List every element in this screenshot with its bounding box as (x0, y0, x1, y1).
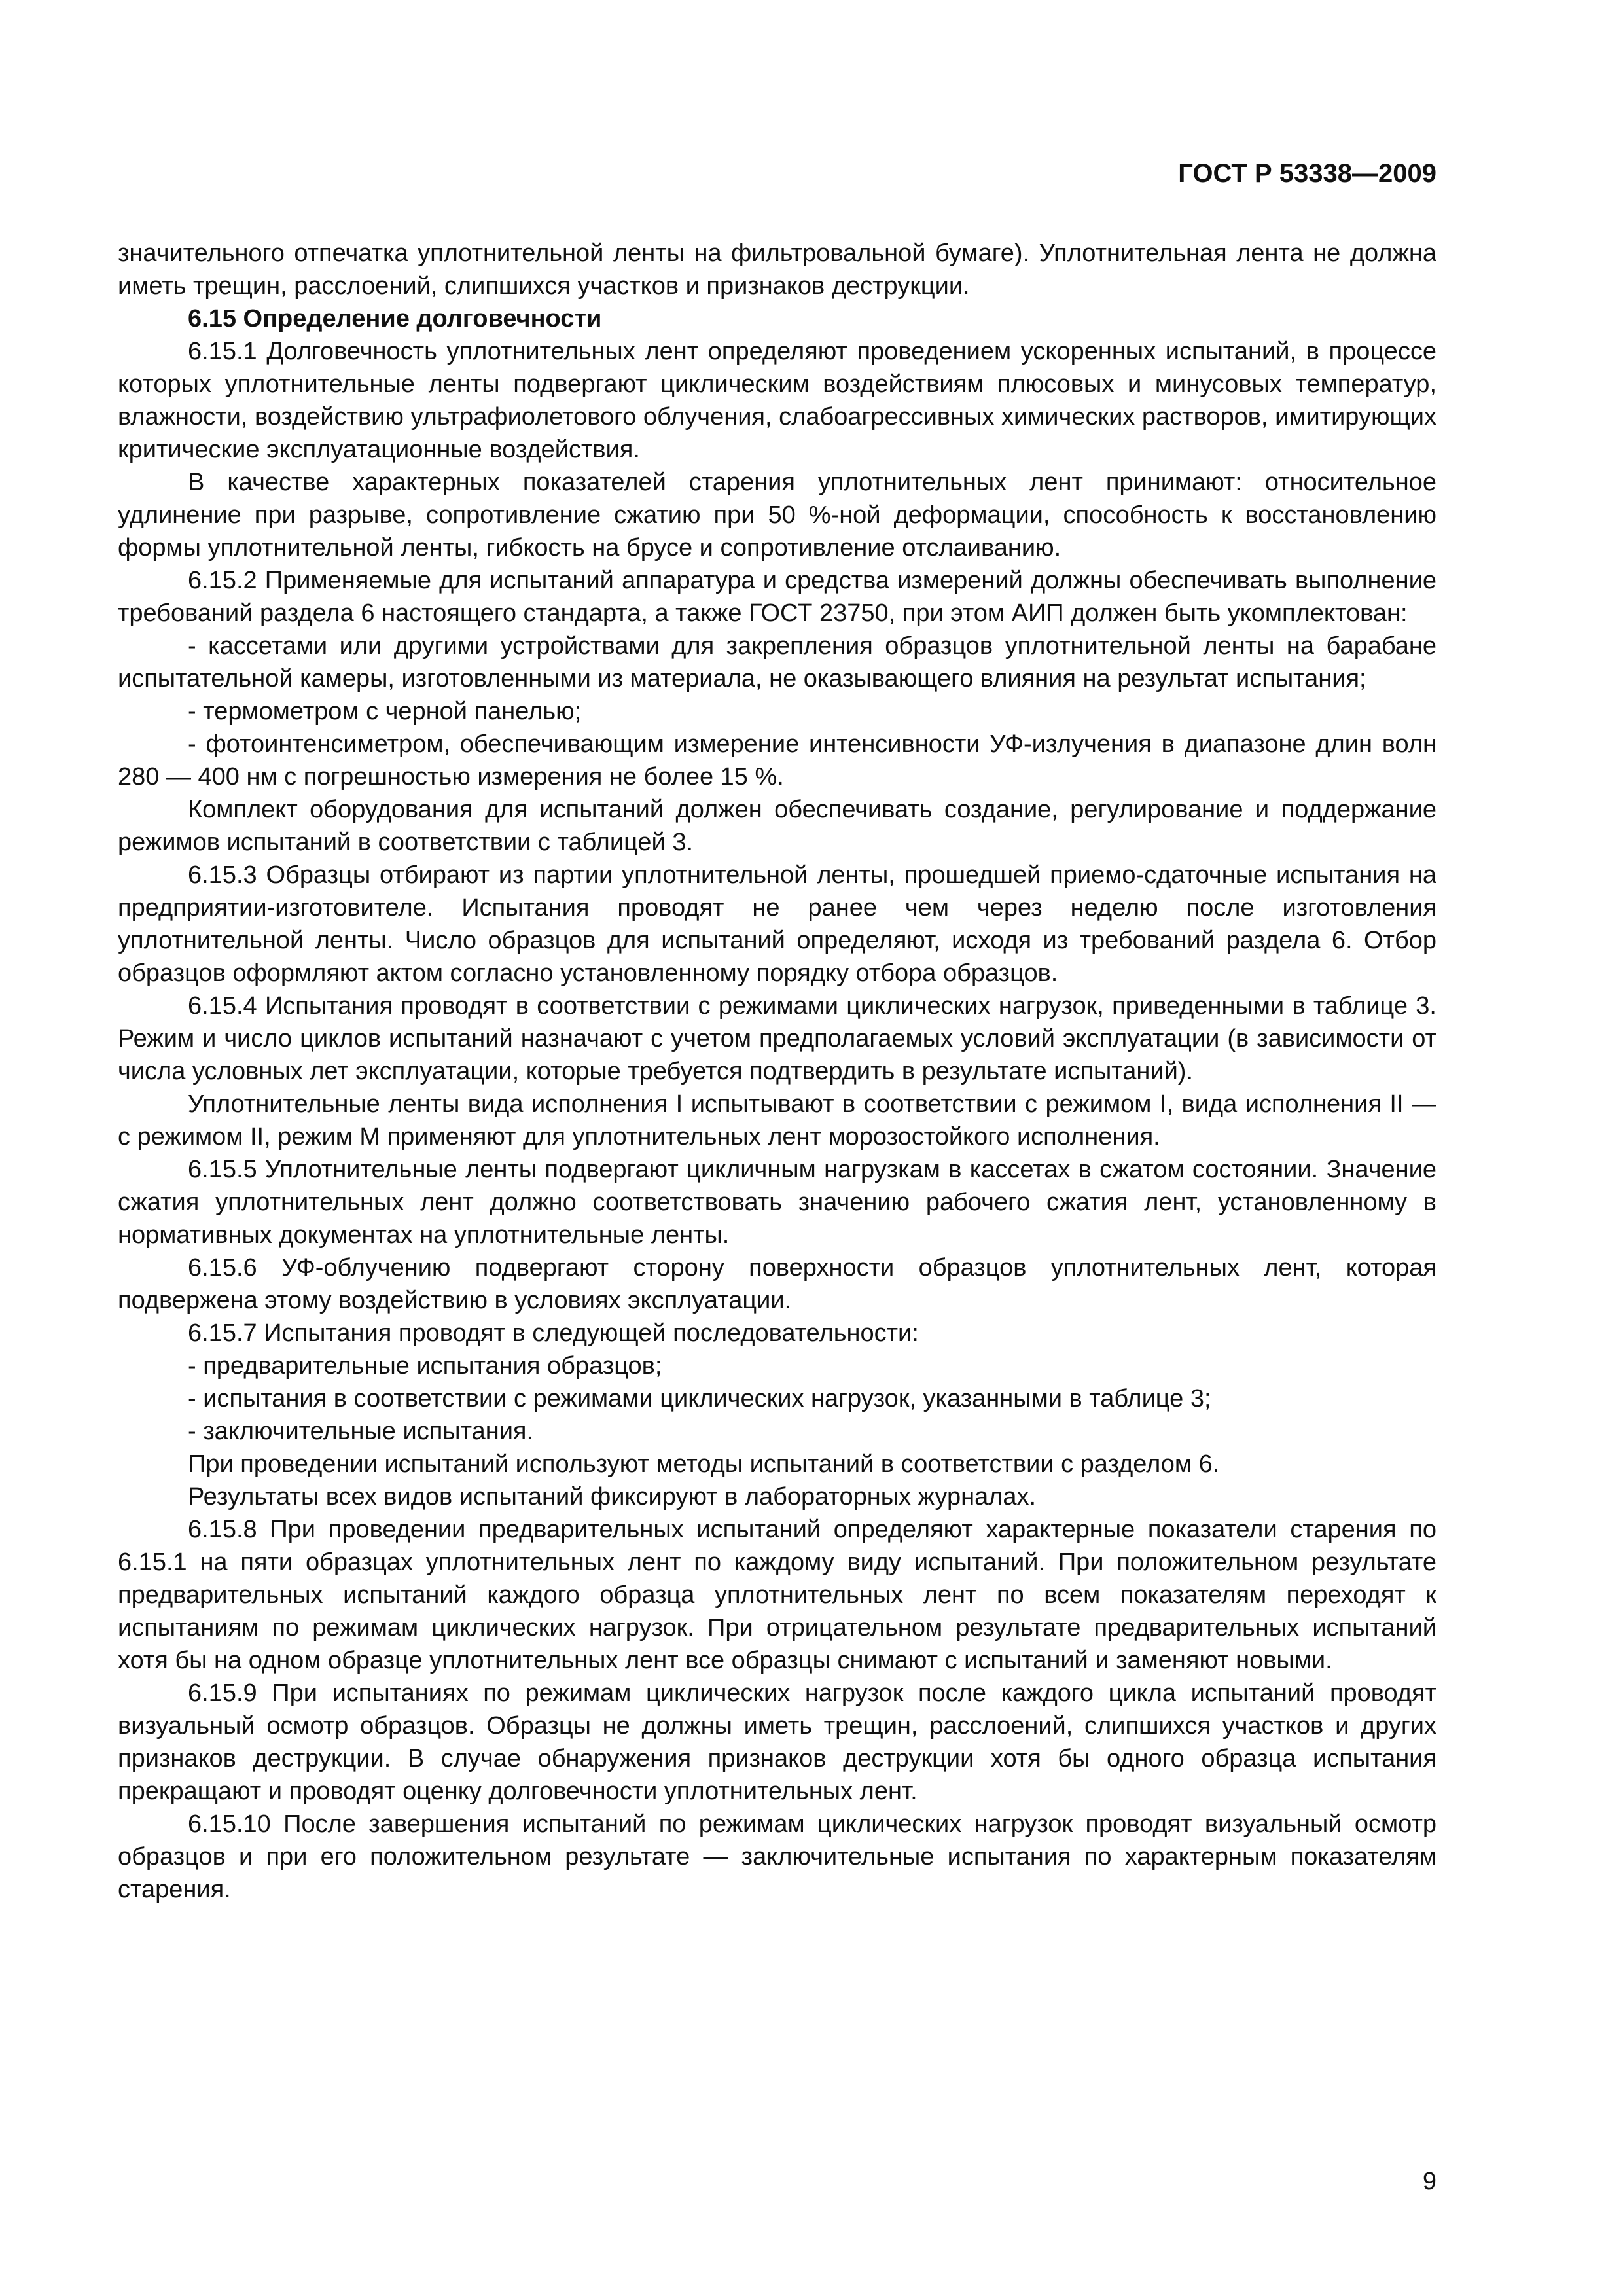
paragraph-6-15-9: 6.15.9 При испытаниях по режимам циклических нагрузок после каждого цикла испытаний проводят визуальный осмотр образцов. Образцы не должны иметь трещин, расслоений, слипшихся участков и других признаков деструкции. В случае обнаружения признаков деструкции хотя бы одного образца испытания прекращают и проводят оценку долговечности уплотнительных лент. (118, 1679, 1436, 1805)
paragraph-6-15-2: 6.15.2 Применяемые для испытаний аппаратура и средства измерений должны обеспечивать выполнение требований раздела 6 настоящего стандарта, а также ГОСТ 23750, при этом АИП должен быть укомплектован: (118, 567, 1436, 627)
paragraph-execution-modes: Уплотнительные ленты вида исполнения I испытывают в соответствии с режимом I, вида исполнения II — с режимом II, режим М применяют для уплотнительных лент морозостойкого исполнения. (118, 1090, 1436, 1151)
paragraph-6-15-7: 6.15.7 Испытания проводят в следующей последовательности: (188, 1319, 919, 1347)
paragraph-aging-indicators: В качестве характерных показателей старения уплотнительных лент принимают: относительное удлинение при разрыве, сопротивление сжатию при 50 %-ной деформации, способность к восстановлению формы уплотнительной ленты, гибкость на брусе и сопротивление отслаиванию. (118, 469, 1436, 562)
page-number: 9 (1422, 2168, 1436, 2195)
paragraph-6-15-3: 6.15.3 Образцы отбирают из партии уплотнительной ленты, прошедшей приемо-сдаточные испытания на предприятии-изготовителе. Испытания проводят не ранее чем через неделю после изготовления уплотнительной ленты. Число образцов для испытаний определяют, исходя из требований раздела 6. Отбор образцов оформляют актом согласно установленному порядку отбора образцов. (118, 861, 1436, 987)
paragraph-6-15-5: 6.15.5 Уплотнительные ленты подвергают цикличным нагрузкам в кассетах в сжатом состоянии. Значение сжатия уплотнительных лент должно соответствовать значению рабочего сжатия лент, установленному в нормативных документах на уплотнительные ленты. (118, 1156, 1436, 1249)
section-heading-6-15: 6.15 Определение долговечности (188, 305, 602, 332)
paragraph-6-15-4: 6.15.4 Испытания проводят в соответствии с режимами циклических нагрузок, приведенными в таблице 3. Режим и число циклов испытаний назначают с учетом предполагаемых условий эксплуатации (в зависимости от числа условных лет эксплуатации, которые требуется подтвердить в результате испытаний). (118, 992, 1436, 1085)
document-body (118, 237, 1436, 1906)
paragraph-6-15-8: 6.15.8 При проведении предварительных испытаний определяют характерные показатели старения по 6.15.1 на пяти образцах уплотнительных лент по каждому виду испытаний. При положительном результате предварительных испытаний каждого образца уплотнительных лент по всем показателям переходят к испытаниям по режимам циклических нагрузок. При отрицательном результате предварительных испытаний хотя бы на одном образце уплотнительных лент все образцы снимают с испытаний и заменяют новыми. (118, 1516, 1436, 1674)
list-item-cyclic-tests: - испытания в соответствии с режимами циклических нагрузок, указанными в таблице 3; (188, 1385, 1211, 1412)
paragraph-lab-journals: Результаты всех видов испытаний фиксируют в лабораторных журналах. (188, 1483, 1037, 1511)
paragraph-6-15-1: 6.15.1 Долговечность уплотнительных лент определяют проведением ускоренных испытаний, в процессе которых уплотнительные ленты подвергают циклическим воздействиям плюсовых и минусовых температур, влажности, воздействию ультрафиолетового облучения, слабоагрессивных химических растворов, имитирующих критические эксплуатационные воздействия. (118, 338, 1436, 463)
list-item-photointensimeter: - фотоинтенсиметром, обеспечивающим измерение интенсивности УФ-излучения в диапазоне длин волн 280 — 400 нм с погрешностью измерения не более 15 %. (118, 730, 1436, 791)
list-item-final-tests: - заключительные испытания. (188, 1418, 534, 1445)
paragraph-test-methods: При проведении испытаний используют методы испытаний в соответствии с разделом 6. (188, 1450, 1220, 1478)
standard-id-header: ГОСТ Р 53338—2009 (1178, 159, 1436, 188)
list-item-cassettes: - кассетами или другими устройствами для закрепления образцов уплотнительной ленты на барабане испытательной камеры, изготовленными из материала, не оказывающего влияния на результат испытания; (118, 632, 1436, 692)
paragraph-6-15-6: 6.15.6 УФ-облучению подвергают сторону поверхности образцов уплотнительных лент, которая подвержена этому воздействию в условиях эксплуатации. (118, 1254, 1436, 1314)
paragraph-equipment-set: Комплект оборудования для испытаний должен обеспечивать создание, регулирование и поддержание режимов испытаний в соответствии с таблицей 3. (118, 796, 1436, 856)
paragraph-continuation: значительного отпечатка уплотнительной ленты на фильтровальной бумаге). Уплотнительная лента не должна иметь трещин, расслоений, слипшихся участков и признаков деструкции. (118, 240, 1436, 300)
paragraph-6-15-10: 6.15.10 После завершения испытаний по режимам циклических нагрузок проводят визуальный осмотр образцов и при его положительном результате — заключительные испытания по характерным показателям старения. (118, 1810, 1436, 1903)
list-item-preliminary-tests: - предварительные испытания образцов; (188, 1352, 662, 1380)
list-item-thermometer: - термометром с черной панелью; (188, 698, 582, 725)
